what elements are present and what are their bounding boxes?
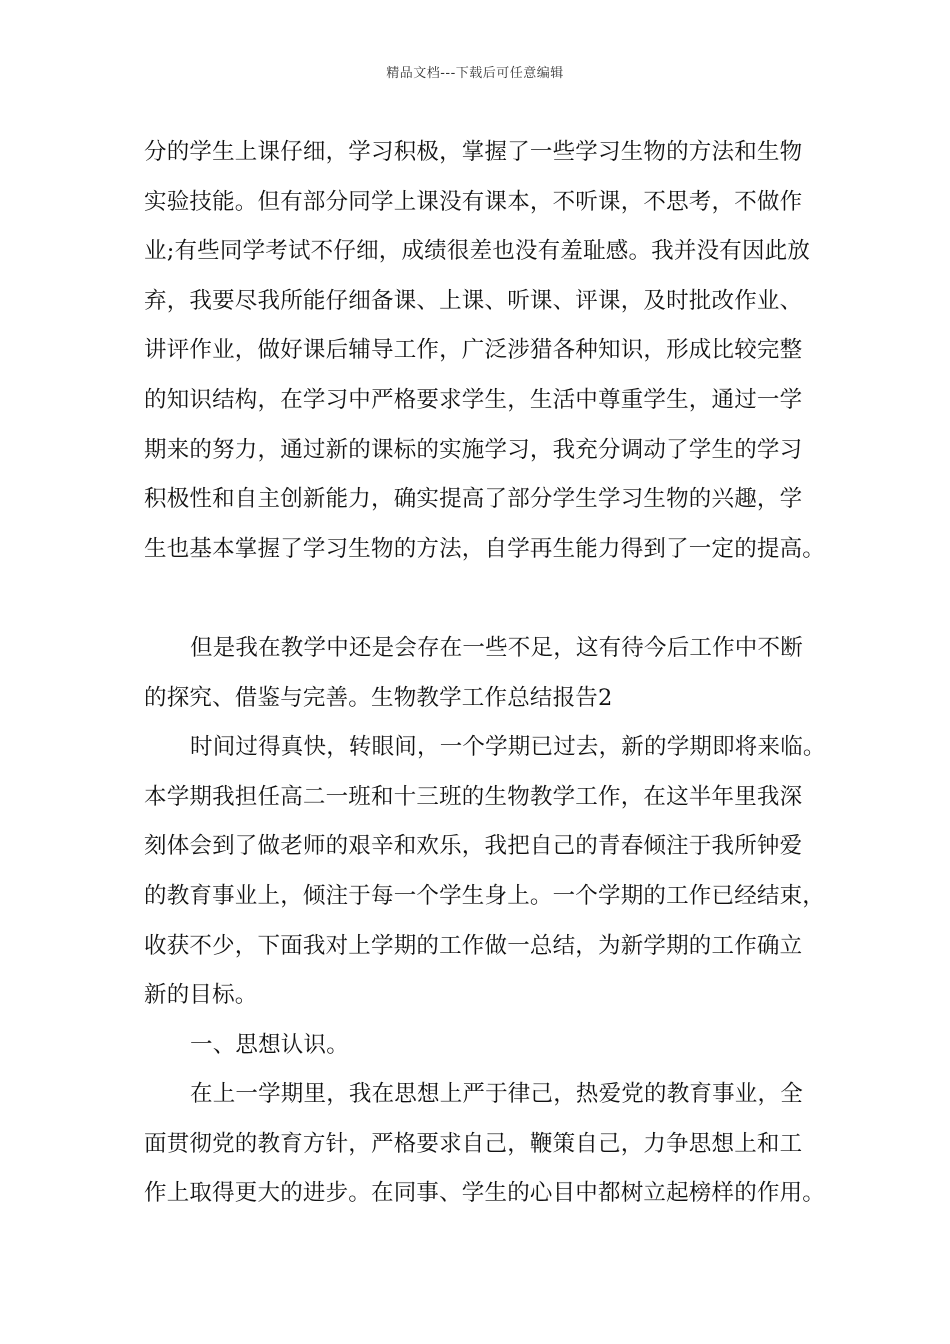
text-line: 实验技能。但有部分同学上课没有课本，不听课，不思考，不做作 — [144, 188, 803, 215]
document-body — [144, 128, 824, 1219]
text-line: 作上取得更大的进步。在同事、学生的心目中都树立起榜样的作用。 — [144, 1180, 826, 1207]
text-line: 时间过得真快，转眼间，一个学期已过去，新的学期即将来临。 — [190, 734, 826, 761]
text-line: 但是我在教学中还是会存在一些不足，这有待今后工作中不断 — [190, 634, 803, 661]
page-header: 精品文档---下载后可任意编辑 — [386, 66, 564, 81]
paragraph-gap — [144, 574, 824, 624]
text-line: 分的学生上课仔细，学习积极，掌握了一些学习生物的方法和生物 — [144, 139, 803, 165]
text-line: 的知识结构，在学习中严格要求学生，生活中尊重学生，通过一学 — [144, 386, 803, 413]
text-line: 期来的努力，通过新的课标的实施学习，我充分调动了学生的学习 — [144, 436, 803, 463]
text-line: 新的目标。 — [144, 982, 258, 1009]
text-line: 的探究、借鉴与完善。生物教学工作总结报告2 — [144, 684, 613, 711]
paragraph-student-performance — [144, 128, 824, 574]
paragraph-shortcomings — [144, 624, 824, 723]
text-line: 讲评作业，做好课后辅导工作，广泛涉猎各种知识，形成比较完整 — [144, 337, 803, 364]
text-line: 的教育事业上，倾注于每一个学生身上。一个学期的工作已经结束， — [144, 882, 826, 909]
text-line: 在上一学期里，我在思想上严于律己，热爱党的教育事业，全 — [190, 1081, 803, 1108]
text-line: 业;有些同学考试不仔细，成绩很差也没有羞耻感。我并没有因此放 — [144, 238, 811, 265]
text-line: 生也基本掌握了学习生物的方法，自学再生能力得到了一定的提高。 — [144, 535, 826, 562]
section-heading: 一、思想认识。 — [190, 1031, 349, 1058]
text-line: 收获不少，下面我对上学期的工作做一总结，为新学期的工作确立 — [144, 932, 803, 959]
text-line: 本学期我担任高二一班和十三班的生物教学工作，在这半年里我深 — [144, 783, 803, 810]
paragraph-report-intro — [144, 723, 824, 1021]
text-line: 面贯彻党的教育方针，严格要求自己，鞭策自己，力争思想上和工 — [144, 1130, 803, 1157]
text-line: 弃，我要尽我所能仔细备课、上课、听课、评课，及时批改作业、 — [144, 287, 803, 314]
paragraph-ideology — [144, 1070, 824, 1219]
text-line: 刻体会到了做老师的艰辛和欢乐，我把自己的青春倾注于我所钟爱 — [144, 833, 803, 860]
text-line: 积极性和自主创新能力，确实提高了部分学生学习生物的兴趣，学 — [144, 486, 803, 513]
section-heading-ideology — [144, 1021, 824, 1071]
